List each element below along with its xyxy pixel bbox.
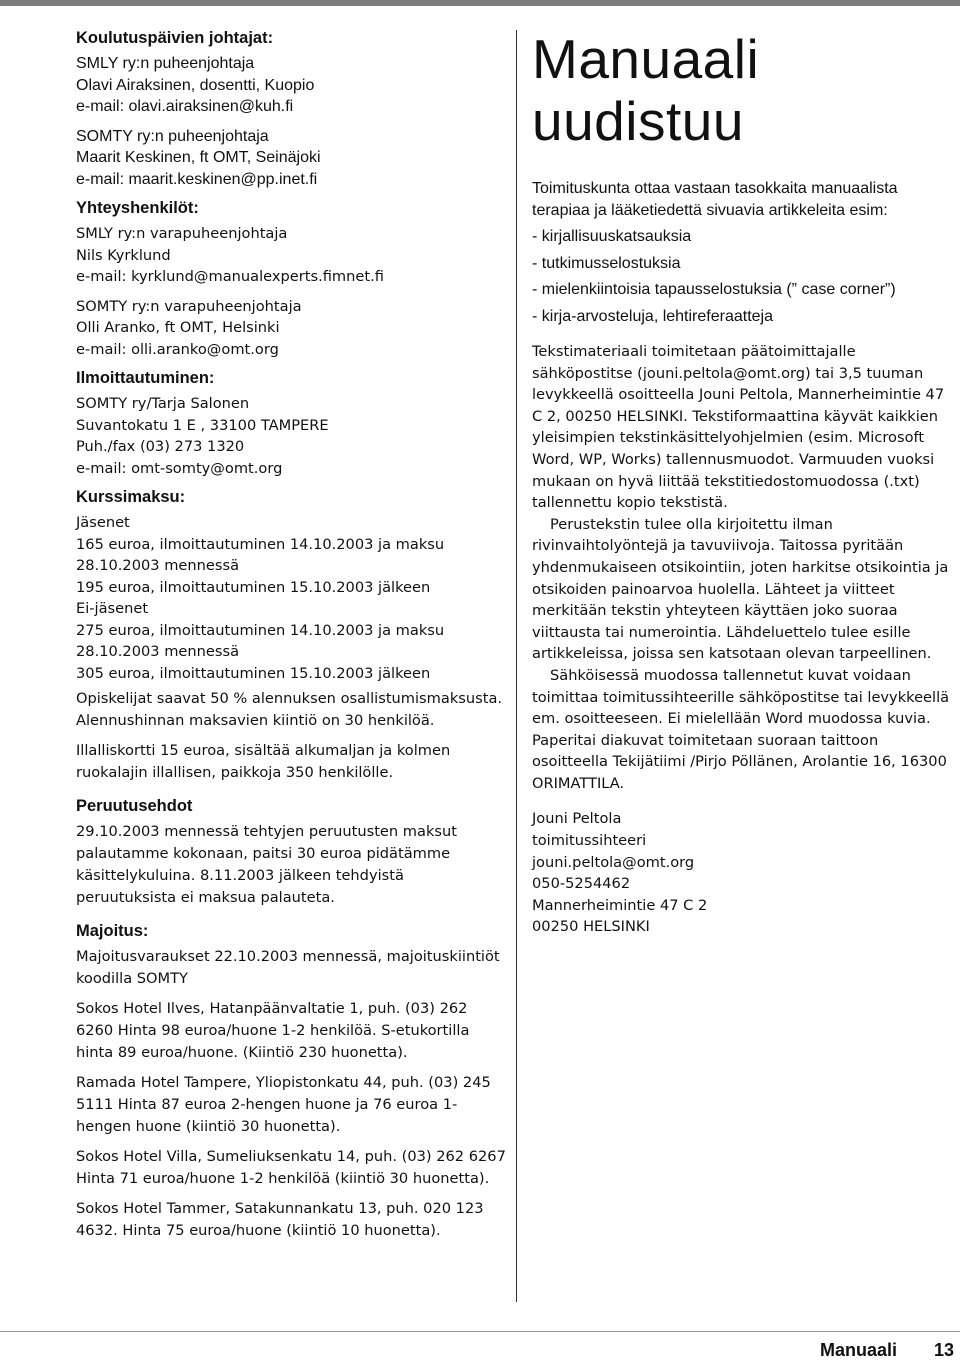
fee-nonmembers-line: 305 euroa, ilmoittautuminen 15.10.2003 jälkeen [76,664,431,682]
registration-org: SOMTY ry/Tarja Salonen [76,395,250,412]
fee-students: Opiskelijat saavat 50 % alennuksen osallistumismaksusta. Alennushinnan maksavien kiintiö on 30 henkilöä. [76,690,503,729]
contact-name: Jouni Peltola [532,810,622,828]
article-title-line-1: Manuaali [532,28,760,90]
organizer-1-role: SMLY ry:n puheenjohtaja [76,55,255,72]
contact-2-email: e-mail: olli.aranko@omt.org [76,340,279,358]
article-title-line-2: uudistuu [532,90,744,152]
contacts-heading: Yhteyshenkilöt: [76,199,199,217]
registration-address: Suvantokatu 1 E , 33100 TAMPERE [76,416,329,434]
lodging-paragraph: Sokos Hotel Villa, Sumeliuksenkatu 14, puh. (03) 262 6267 Hinta 71 euroa/huone 1-2 henkilöä (kiintiö 30 huonetta). [76,1148,506,1187]
contact-city: 00250 HELSINKI [532,918,650,936]
lodging-heading: Majoitus: [76,922,149,940]
fee-members-line: 195 euroa, ilmoittautuminen 15.10.2003 jälkeen [76,578,431,596]
fee-members-line: 28.10.2003 mennessä [76,557,240,574]
organizers-heading: Koulutuspäivien johtajat: [76,29,274,47]
contact-phone: 050-5254462 [532,875,631,893]
fee-dinner: Illalliskortti 15 euroa, sisältää alkumaljan ja kolmen ruokalajin illallisen, paikkoja 350 henkilölle. [76,742,451,781]
contact-2-name: Olli Aranko, ft OMT, Helsinki [76,319,280,336]
article-title [532,28,957,152]
footer-rule [0,1331,960,1332]
article-intro: Toimituskunta ottaa vastaan tasokkaita manuaalista terapiaa ja lääketiedettä sivuavia artikkeleita esim: [532,180,898,219]
fee-nonmembers-line: 275 euroa, ilmoittautuminen 14.10.2003 ja maksu [76,621,445,639]
page-number: 13 [934,1340,955,1360]
organizer-2-email: e-mail: maarit.keskinen@pp.inet.fi [76,170,318,188]
editor-contact [532,808,957,938]
contact-1-email: e-mail: kyrklund@manualexperts.fimnet.fi [76,268,384,285]
contact-title: toimitussihteeri [532,832,647,850]
organizer-2-role: SOMTY ry:n puheenjohtaja [76,127,269,145]
article-paragraph-3: Sähköisessä muodossa tallennetut kuvat voidaan toimittaa toimitussihteerille sähköpostitse tai levykkeellä em. osoitteeseen. Ei mielellään Word muodossa kuvia. Paperitai diakuvat toimitetaan suoraan taittoon osoitteella Tekijätiimi /Pirjo Pöllänen, Arolantie 16, 16300 ORIMATTILA. [532,666,950,792]
lodging-paragraph: Sokos Hotel Tammer, Satakunnankatu 13, puh. 020 123 4632. Hinta 75 euroa/huone (kiintiö 10 huonetta). [76,1200,484,1239]
right-column [532,28,957,938]
lodging-paragraph: Majoitusvaraukset 22.10.2003 mennessä, majoituskiintiöt koodilla SOMTY [76,948,500,987]
footer-magazine-name: Manuaali [820,1340,898,1360]
bullet-item: - kirja-arvosteluja, lehtireferaatteja [532,307,773,325]
fee-nonmembers-label: Ei-jäsenet [76,600,149,617]
organizer-1-name: Olavi Airaksinen, dosentti, Kuopio [76,76,315,94]
article-paragraph-2: Perustekstin tulee olla kirjoitettu ilman rivinvaihtolyöntejä ja tavuviivoja. Taitossa pyritään yhdenmukaiseen otsikointiin, joten harkitse otsikointia ja otsikoiden painoarvoa huolella. Lähteet ja viitteet merkitään tekstin yhteyteen käyttäen joko suoraa viittausta tai numerointia. Lähdeluettelo tulee esille artikkeleissa, joissa sen katsotaan olevan tarpeellinen. [532,515,949,663]
top-rule [0,0,960,6]
lodging-paragraph: Sokos Hotel Ilves, Hatanpäänvaltatie 1, puh. (03) 262 6260 Hinta 98 euroa/huone 1-2 henkilöä. S-etukortilla hinta 89 euroa/huone. (Kiintiö 230 huonetta). [76,1000,470,1061]
fee-members-label: Jäsenet [76,514,130,531]
cancel-heading: Peruutusehdot [76,797,193,815]
left-column [76,28,506,1242]
cancel-text: 29.10.2003 mennessä tehtyjen peruutusten maksut palautamme kokonaan, paitsi 30 euroa pidätämme käsittelykuluina. 8.11.2003 jälkeen tehdyistä peruutuksista ei maksua palauteta. [76,823,457,906]
organizer-1-email: e-mail: olavi.airaksinen@kuh.fi [76,98,294,115]
bullet-item: - mielenkiintoisia tapausselostuksia (” case corner”) [532,281,896,298]
fee-heading: Kurssimaksu: [76,488,186,506]
contact-1-name: Nils Kyrklund [76,246,171,264]
contact-2-role: SOMTY ry:n varapuheenjohtaja [76,297,302,315]
contact-street: Mannerheimintie 47 C 2 [532,896,708,914]
contact-1-role: SMLY ry:n varapuheenjohtaja [76,225,288,242]
article-paragraph-1: Tekstimateriaali toimitetaan päätoimittajalle sähköpostitse (jouni.peltola@omt.org) tai 3,5 tuuman levykkeellä osoitteella Jouni Peltola, Mannerheimintie 47 C 2, 00250 HELSINKI. Tekstiformaattina käyvät kaikkien yleisimpien tekstinkäsittelyohjelmien (esim. Microsoft Word, WP, Works) tallennusmuodot. Varmuuden vuoksi mukaan on hyvä liittää tekstitiedostomuodossa (.txt) tallennettu kopio tekstistä. [532,343,945,512]
fee-nonmembers-line: 28.10.2003 mennessä [76,643,240,660]
contact-email: jouni.peltola@omt.org [532,853,695,871]
bullet-item: - tutkimusselostuksia [532,254,681,272]
registration-email: e-mail: omt-somty@omt.org [76,459,283,477]
registration-heading: Ilmoittautuminen: [76,369,215,387]
organizer-2-name: Maarit Keskinen, ft OMT, Seinäjoki [76,149,321,166]
registration-phone: Puh./fax (03) 273 1320 [76,438,245,455]
bullet-item: - kirjallisuuskatsauksia [532,228,692,245]
lodging-paragraph: Ramada Hotel Tampere, Yliopistonkatu 44, puh. (03) 245 5111 Hinta 87 euroa 2-hengen huone ja 76 euroa 1-hengen huone (kiintiö 30 huonetta). [76,1074,491,1135]
fee-members-line: 165 euroa, ilmoittautuminen 14.10.2003 ja maksu [76,535,445,553]
column-divider [516,30,517,1302]
